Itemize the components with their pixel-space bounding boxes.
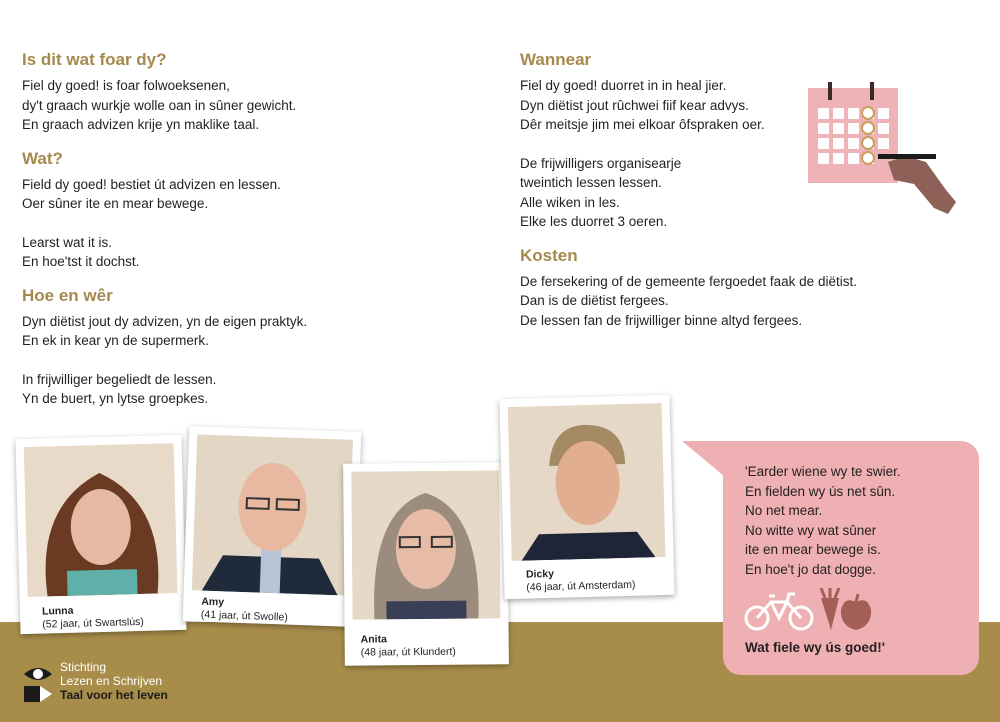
person-age: (48 jaar, út Klundert) (360, 645, 456, 659)
polaroid-amy (183, 426, 362, 627)
text-line: De fersekering of de gemeente fergoedet faak de diëtist. (520, 273, 857, 289)
section-title: Wat? (22, 148, 63, 168)
text-line: Field dy goed! bestiet út advizen en lessen. (22, 176, 281, 192)
spacer (22, 214, 482, 233)
polaroid-anita (343, 462, 509, 665)
quote-line: ite en mear bewege is. (745, 542, 881, 557)
person-age: (46 jaar, út Amsterdam) (526, 578, 636, 594)
polaroid-dicky (499, 395, 674, 599)
section-body (520, 272, 980, 331)
text-line: Yn de buert, yn lytse groepkes. (22, 391, 209, 406)
text-line: Fiel dy goed! is foar folwoeksenen, (22, 78, 230, 93)
bicycle-icon (743, 590, 815, 632)
quote-line: No net mear. (745, 503, 823, 518)
text-line: dy't graach wurkje wolle oan in sûner gewicht. (22, 97, 297, 113)
text-line: Dyn diëtist jout dy advizen, yn de eigen praktyk. (22, 313, 308, 329)
section-title: Is dit wat foar dy? (22, 50, 167, 69)
person-name: Lunna (41, 604, 74, 618)
apple-icon (838, 592, 874, 632)
section-what (22, 149, 482, 272)
section-body (22, 76, 482, 135)
text-line: Dêr meitsje jim mei elkoar ôfspraken oer. (520, 117, 765, 132)
left-column (22, 50, 482, 423)
quote-line: No witte wy wat sûner (745, 522, 877, 538)
portrait-photo (24, 443, 178, 597)
text-line: En graach advizen krije yn maklike taal. (22, 117, 260, 132)
quote-text (745, 462, 901, 579)
logo-line: Lezen en Schrijven (60, 674, 163, 688)
text-line: Alle wiken in les. (520, 194, 620, 210)
organization-logo (22, 660, 222, 710)
calendar-icon (806, 80, 958, 220)
text-line: En ek in kear yn de supermerk. (22, 333, 209, 348)
logo-line: Stichting (60, 660, 107, 674)
section-body (22, 175, 482, 272)
text-line: Oer sûner ite en mear bewege. (22, 196, 209, 211)
eye-pencil-logo-icon (22, 662, 54, 704)
person-age: (41 jaar, út Swolle) (200, 608, 289, 624)
quote-line: 'Earder wiene wy te swier. (745, 464, 901, 479)
spacer (22, 351, 482, 370)
person-name: Anita (360, 633, 387, 646)
section-for-whom (22, 50, 482, 135)
text-line: Elke les duorret 3 oeren. (520, 214, 668, 229)
section-how-where (22, 286, 482, 409)
quote-line: En fielden wy ús net sûn. (745, 483, 896, 499)
person-name: Dicky (525, 567, 555, 581)
text-line: tweintich lessen lessen. (520, 175, 662, 190)
polaroid-lunna (15, 435, 186, 634)
text-line: Learst wat it is. (22, 234, 113, 250)
section-title: Kosten (520, 245, 578, 265)
portrait-photo (508, 403, 666, 561)
slogan: Wat fiele wy ús goed!' (745, 640, 885, 655)
section-body (22, 312, 482, 409)
text-line: Fiel dy goed! duorret in in heal jier. (520, 78, 727, 93)
text-line: De lessen fan de frijwilliger binne altyd fergees. (520, 312, 803, 328)
text-line: Dan is de diëtist fergees. (520, 293, 669, 308)
text-line: De frijwilligers organisearje (520, 155, 682, 171)
quote-line: En hoe't jo dat dogge. (745, 561, 876, 577)
section-title: Wannear (520, 50, 592, 69)
text-line: En hoe'tst it dochst. (22, 254, 140, 269)
portrait-photo (351, 470, 500, 619)
text-line: In frijwilliger begeliedt de lessen. (22, 371, 217, 387)
section-costs (520, 246, 980, 331)
logo-tagline: Taal voor het leven (60, 688, 168, 702)
person-name: Amy (201, 595, 225, 609)
text-line: Dyn diëtist jout rûchwei fiif kear advys. (520, 97, 749, 113)
logo-text (60, 660, 168, 702)
portrait-photo (192, 434, 353, 595)
person-age: (52 jaar, út Swartslús) (42, 615, 145, 631)
section-title: Hoe en wêr (22, 285, 113, 305)
